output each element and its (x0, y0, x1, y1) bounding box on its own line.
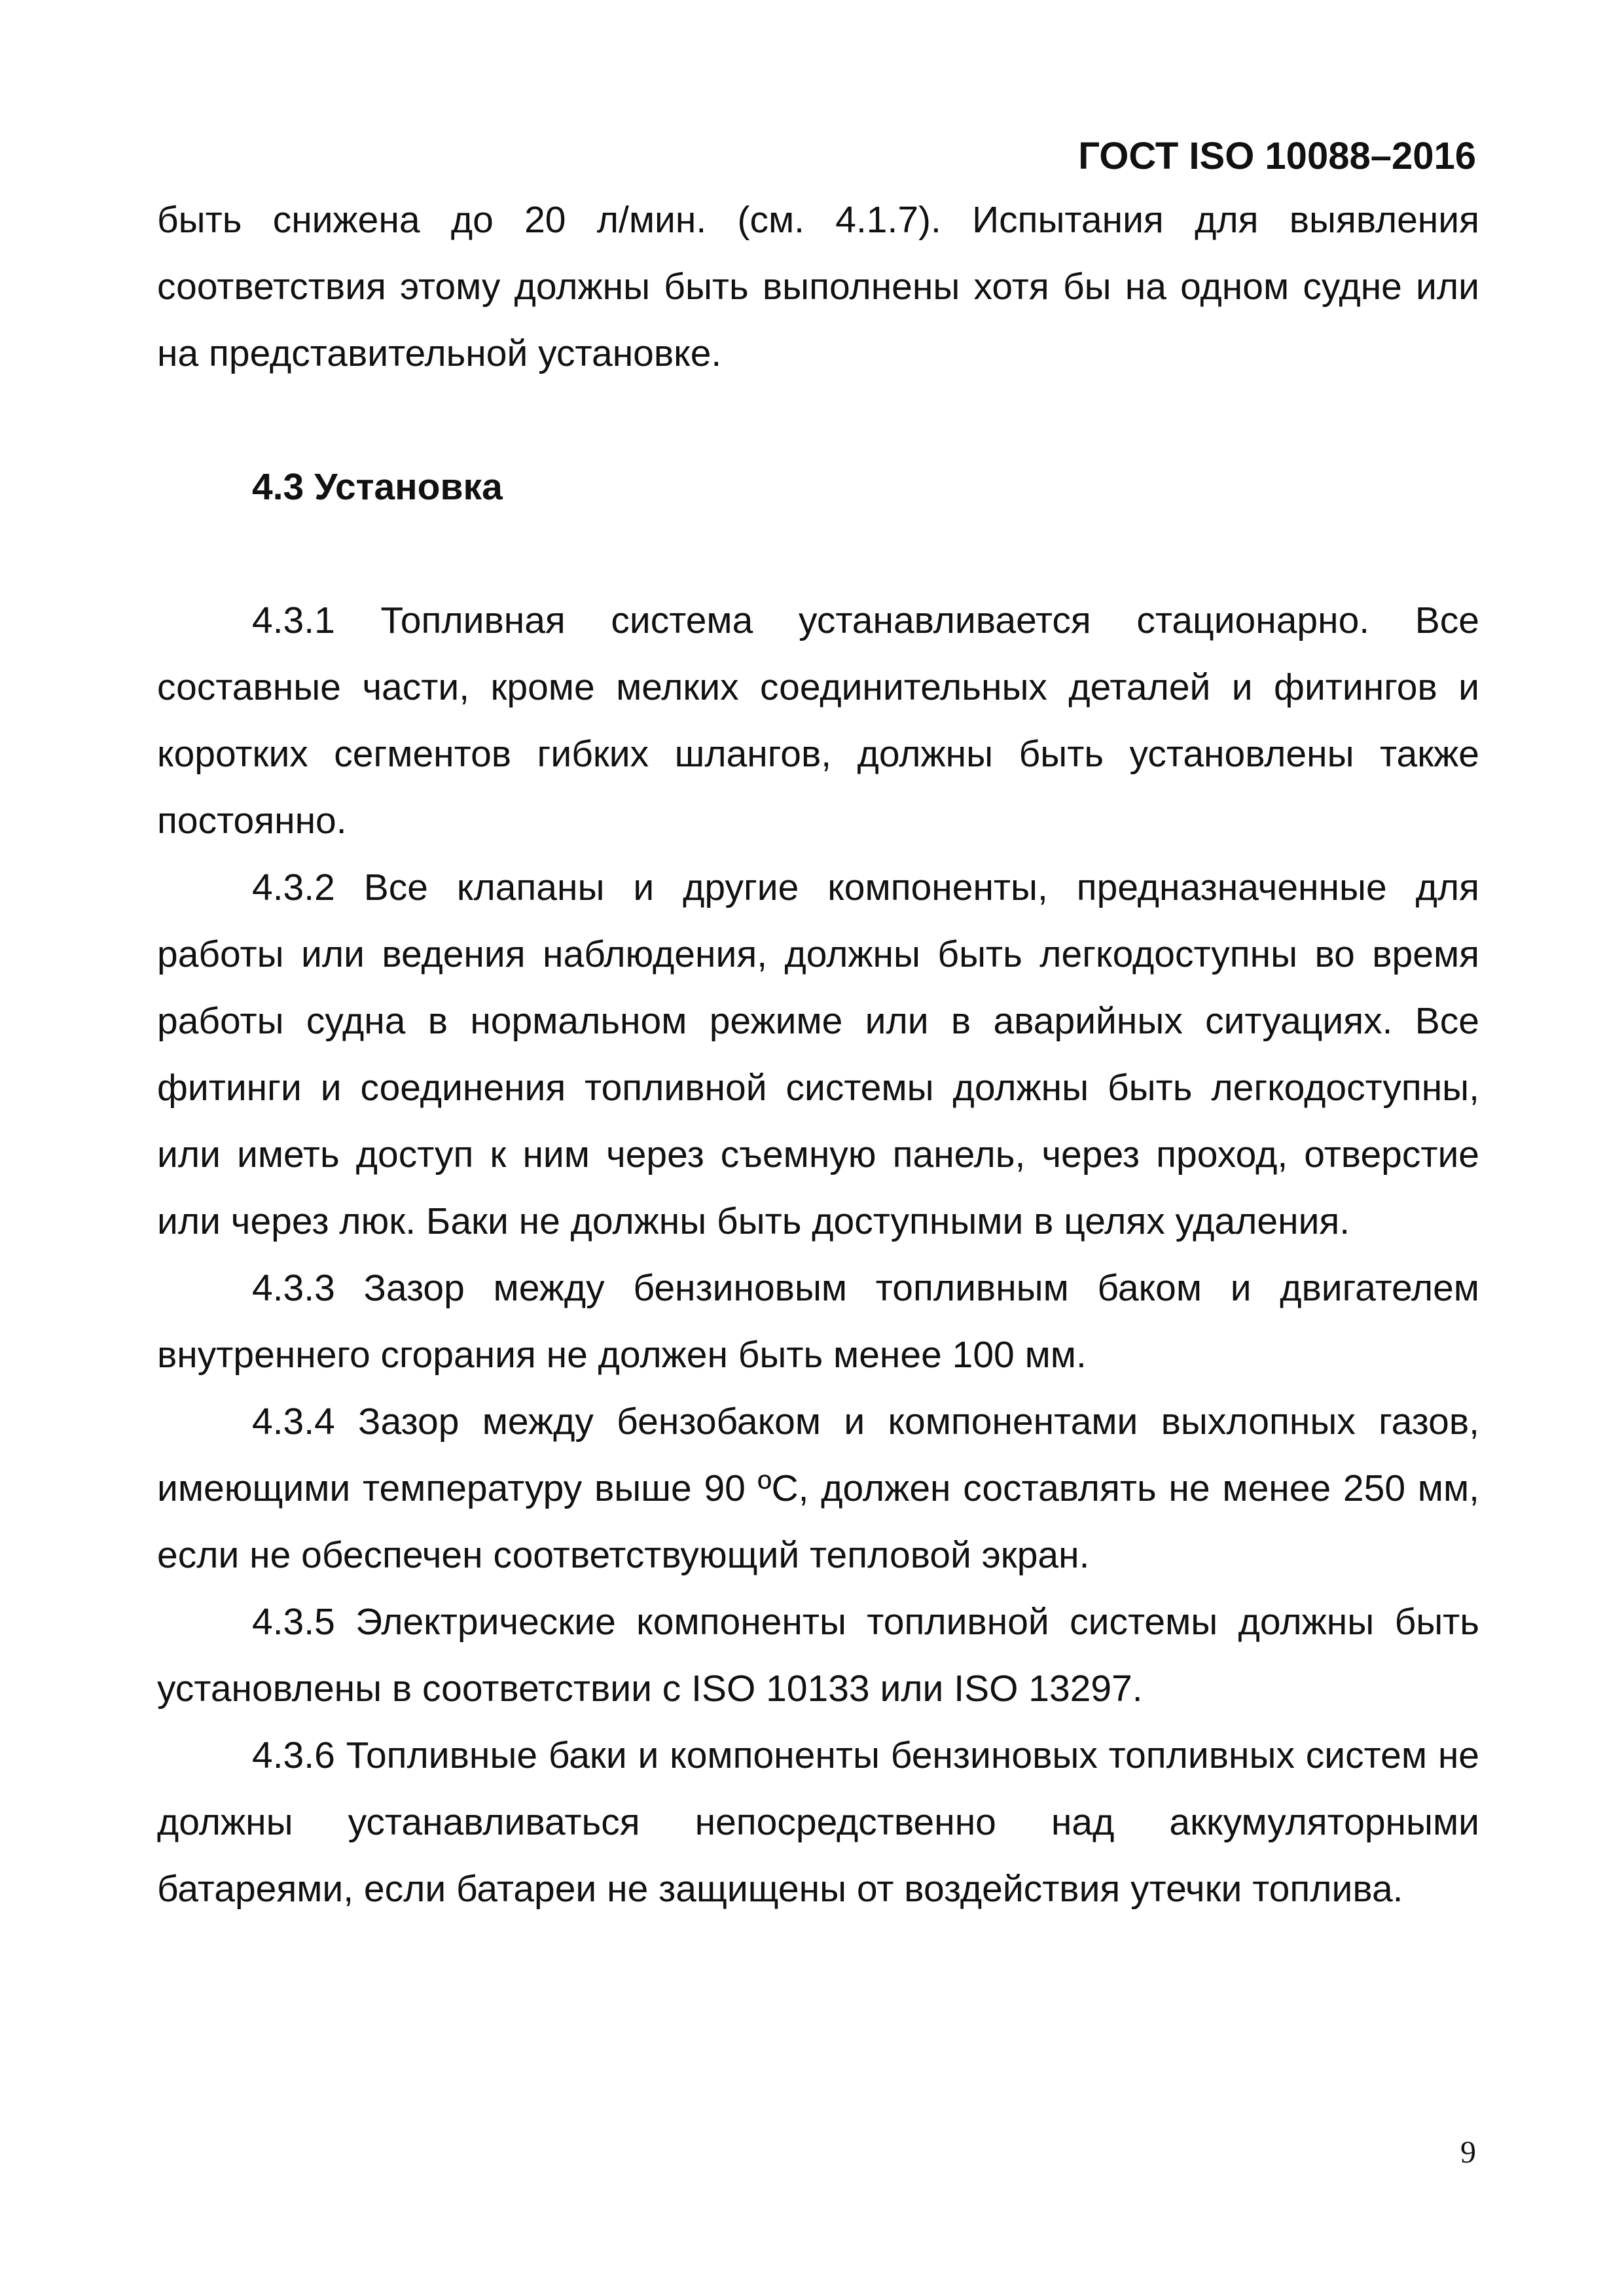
paragraph-4-3-4: 4.3.4 Зазор между бензобаком и компонентами выхлопных газов, имеющими температуру выше 90 ºС, должен составлять не менее 250 мм, если не обеспечен соответствующий тепловой экран. (157, 1401, 1479, 1576)
paragraph-4-3-3: 4.3.3 Зазор между бензиновым топливным баком и двигателем внутреннего сгорания не должен быть менее 100 мм. (157, 1267, 1479, 1376)
paragraph-4-3-1: 4.3.1 Топливная система устанавливается стационарно. Все составные части, кроме мелких соединительных деталей и фитингов и коротких сегментов гибких шлангов, должны быть установлены также постоянно. (157, 600, 1479, 842)
page-number: 9 (1460, 2135, 1476, 2170)
paragraph-continuation: быть снижена до 20 л/мин. (см. 4.1.7). Испытания для выявления соответствия этому должны быть выполнены хотя бы на одном судне или на представительной установке. (157, 199, 1479, 374)
paragraph-4-3-6: 4.3.6 Топливные баки и компоненты бензиновых топливных систем не должны устанавливаться непосредственно над аккумуляторными батареями, если батареи не защищены от воздействия утечки топлива. (157, 1734, 1479, 1910)
paragraph-4-3-2: 4.3.2 Все клапаны и другие компоненты, предназначенные для работы или ведения наблюдения, должны быть легкодоступны во время работы судна в нормальном режиме или в аварийных ситуациях. Все фитинги и соединения топливной системы должны быть легкодоступны, или иметь доступ к ним через съемную панель, через проход, отверстие или через люк. Баки не должны быть доступными в целях удаления. (157, 867, 1479, 1242)
document-body (157, 187, 1479, 1922)
document-code-header: ГОСТ ISO 10088–2016 (1078, 135, 1476, 177)
section-heading: 4.3 Установка (252, 466, 503, 508)
paragraph-4-3-5: 4.3.5 Электрические компоненты топливной системы должны быть установлены в соответствии с ISO 10133 или ISO 13297. (157, 1601, 1479, 1710)
